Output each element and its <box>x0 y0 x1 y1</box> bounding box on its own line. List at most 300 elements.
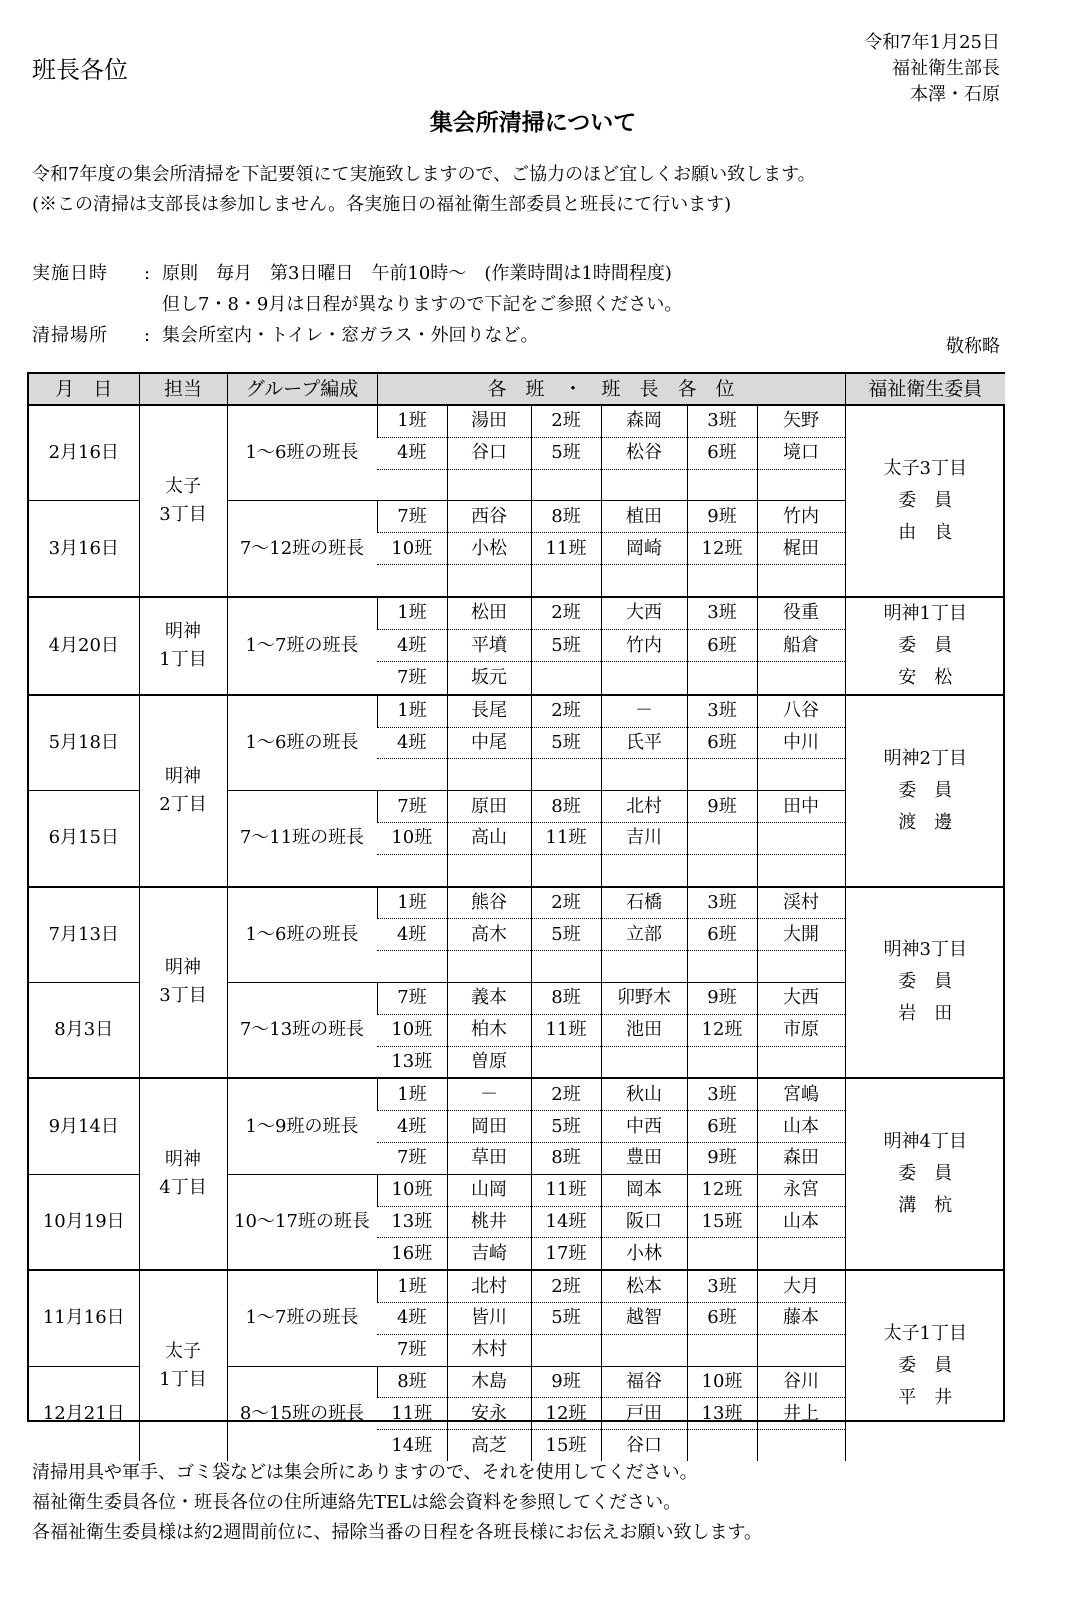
han-cell: 1班 <box>377 887 447 919</box>
leader-cell <box>447 759 531 791</box>
han-cell: 2班 <box>531 695 601 727</box>
han-cell: 12班 <box>687 1174 757 1206</box>
han-cell <box>531 1334 601 1366</box>
datetime-value: 原則 毎月 第3日曜日 午前10時～ (作業時間は1時間程度) <box>162 263 672 284</box>
table-row <box>29 887 1005 919</box>
date-cell: 9月14日 <box>29 1078 139 1174</box>
date-cell: 12月21日 <box>29 1366 139 1461</box>
date-cell: 10月19日 <box>29 1174 139 1270</box>
leader-cell: 石橋 <box>601 887 687 919</box>
leader-cell: 阪口 <box>601 1206 687 1238</box>
leader-cell: 福谷 <box>601 1366 687 1398</box>
han-cell: 10班 <box>687 1366 757 1398</box>
han-cell: 6班 <box>687 437 757 469</box>
han-cell: 11班 <box>531 1174 601 1206</box>
han-cell: 1班 <box>377 1270 447 1302</box>
han-cell: 16班 <box>377 1238 447 1270</box>
committee-line: 平 井 <box>898 1387 953 1409</box>
leader-cell: 卯野木 <box>601 982 687 1014</box>
committee-line: 溝 杭 <box>898 1195 953 1217</box>
committee-line: 委 員 <box>898 634 953 656</box>
leader-cell: 谷口 <box>447 437 531 469</box>
han-cell <box>687 854 757 886</box>
han-cell <box>687 1430 757 1461</box>
committee-line: 明神3丁目 <box>883 939 968 961</box>
dept-cell <box>139 1270 227 1461</box>
han-cell: 5班 <box>531 919 601 951</box>
header-date: 月 日 <box>29 374 139 405</box>
leader-cell: 山本 <box>757 1111 845 1143</box>
han-cell: 9班 <box>687 501 757 533</box>
han-cell: 3班 <box>687 597 757 630</box>
han-cell: 15班 <box>687 1206 757 1238</box>
leader-cell: 小林 <box>601 1238 687 1270</box>
leader-cell <box>757 1238 845 1270</box>
details-block <box>32 258 682 351</box>
dept-line: 明神 <box>165 620 201 642</box>
intro-line: 令和7年度の集会所清掃を下記要領にて実施致しますので、ご協力のほど宜しくお願い致します。 <box>32 164 816 185</box>
leader-cell: 竹内 <box>757 501 845 533</box>
leader-cell: 安永 <box>447 1398 531 1430</box>
table-header-row <box>29 374 1005 405</box>
leader-cell: 平墳 <box>447 630 531 662</box>
place-value: 集会所室内・トイレ・窓ガラス・外回りなど。 <box>162 325 539 346</box>
han-cell: 4班 <box>377 727 447 759</box>
leader-cell: 越智 <box>601 1302 687 1334</box>
table-row <box>29 1270 1005 1302</box>
group-cell: 1～7班の班長 <box>227 597 377 695</box>
leader-cell: 中西 <box>601 1111 687 1143</box>
han-cell: 3班 <box>687 887 757 919</box>
leader-cell: 宮嶋 <box>757 1078 845 1110</box>
han-cell <box>687 469 757 501</box>
leader-cell: 氏平 <box>601 727 687 759</box>
leader-cell <box>601 854 687 886</box>
han-cell: 5班 <box>531 1302 601 1334</box>
addressee: 班長各位 <box>32 56 128 84</box>
leader-cell: 熊谷 <box>447 887 531 919</box>
honorific-note: 敬称略 <box>946 336 1000 357</box>
leader-cell: 矢野 <box>757 405 845 437</box>
han-cell <box>687 1046 757 1078</box>
group-cell: 7～11班の班長 <box>227 791 377 887</box>
han-cell: 12班 <box>687 533 757 565</box>
date-cell: 8月3日 <box>29 982 139 1078</box>
colon: : <box>144 263 151 284</box>
leader-cell <box>757 759 845 791</box>
leader-cell <box>447 564 531 596</box>
han-cell <box>531 854 601 886</box>
leader-cell: 木村 <box>447 1334 531 1366</box>
leader-cell: 柏木 <box>447 1014 531 1046</box>
han-cell: 2班 <box>531 405 601 437</box>
han-cell: 6班 <box>687 1302 757 1334</box>
header-dept: 担当 <box>139 374 227 405</box>
han-cell <box>377 564 447 596</box>
committee-line: 明神2丁目 <box>883 747 968 769</box>
leader-cell <box>757 854 845 886</box>
schedule-table <box>27 372 1005 1456</box>
footer-line: 各福祉衛生委員様は約2週間前位に、掃除当番の日程を各班長様にお伝えお願い致します。 <box>32 1522 763 1543</box>
committee-cell <box>845 1270 1005 1461</box>
han-cell: 8班 <box>377 1366 447 1398</box>
leader-cell <box>757 1046 845 1078</box>
colon: : <box>144 325 151 346</box>
leader-cell: 高芝 <box>447 1430 531 1461</box>
han-cell: 7班 <box>377 1142 447 1174</box>
han-cell <box>531 759 601 791</box>
han-cell <box>531 1046 601 1078</box>
leader-cell <box>601 1334 687 1366</box>
committee-line: 委 員 <box>898 971 953 993</box>
han-cell: 8班 <box>531 982 601 1014</box>
han-cell: 7班 <box>377 501 447 533</box>
han-cell: 13班 <box>377 1206 447 1238</box>
leader-cell: 藤本 <box>757 1302 845 1334</box>
han-cell: 12班 <box>687 1014 757 1046</box>
dept-line: 明神 <box>165 765 201 787</box>
han-cell: 5班 <box>531 630 601 662</box>
han-cell: 11班 <box>531 822 601 854</box>
leader-cell: 山本 <box>757 1206 845 1238</box>
datetime-note-row <box>32 289 682 320</box>
dept-cell <box>139 887 227 1079</box>
han-cell: 13班 <box>377 1046 447 1078</box>
han-cell: 5班 <box>531 1111 601 1143</box>
leader-cell: 豊田 <box>601 1142 687 1174</box>
committee-cell <box>845 695 1005 887</box>
committee-line: 委 員 <box>898 489 953 511</box>
date-cell: 4月20日 <box>29 597 139 695</box>
leader-cell <box>757 1334 845 1366</box>
han-cell: 1班 <box>377 1078 447 1110</box>
han-cell: 11班 <box>531 533 601 565</box>
dept-line: 4丁目 <box>159 1177 207 1199</box>
committee-cell <box>845 405 1005 597</box>
committee-line: 明神1丁目 <box>883 602 968 624</box>
leader-cell: 曽原 <box>447 1046 531 1078</box>
table-row <box>29 695 1005 727</box>
leader-cell <box>447 951 531 983</box>
dept-cell <box>139 597 227 695</box>
committee-line: 太子1丁目 <box>883 1323 968 1345</box>
leader-cell: 坂元 <box>447 662 531 695</box>
han-cell <box>687 564 757 596</box>
han-cell: 1班 <box>377 597 447 630</box>
han-cell: 9班 <box>687 982 757 1014</box>
leader-cell: 木島 <box>447 1366 531 1398</box>
group-cell: 1～7班の班長 <box>227 1270 377 1366</box>
han-cell: 10班 <box>377 1174 447 1206</box>
han-cell <box>531 564 601 596</box>
han-cell: 1班 <box>377 695 447 727</box>
han-cell: 7班 <box>377 1334 447 1366</box>
leader-cell: 谷川 <box>757 1366 845 1398</box>
leader-cell: 松本 <box>601 1270 687 1302</box>
group-cell: 1～6班の班長 <box>227 887 377 983</box>
leader-cell: 中尾 <box>447 727 531 759</box>
dept-line: 1丁目 <box>159 648 207 670</box>
han-cell: 7班 <box>377 662 447 695</box>
han-cell: 2班 <box>531 1078 601 1110</box>
leader-cell: 役重 <box>757 597 845 630</box>
han-cell: 4班 <box>377 1302 447 1334</box>
han-cell <box>687 662 757 695</box>
dept-line: 太子 <box>165 1341 201 1363</box>
leader-cell <box>757 662 845 695</box>
datetime-label: 実施日時 <box>32 263 108 284</box>
han-cell: 11班 <box>531 1014 601 1046</box>
leader-cell: 皆川 <box>447 1302 531 1334</box>
place-label: 清掃場所 <box>32 325 108 346</box>
han-cell: 12班 <box>531 1398 601 1430</box>
group-cell: 7～13班の班長 <box>227 982 377 1078</box>
intro-line: (※この清掃は支部長は参加しません。各実施日の福祉衛生部委員と班長にて行います) <box>32 194 732 215</box>
dept-line: 太子 <box>165 475 201 497</box>
leader-cell: 北村 <box>447 1270 531 1302</box>
committee-line: 委 員 <box>898 779 953 801</box>
committee-cell <box>845 887 1005 1079</box>
header-group: グループ編成 <box>227 374 377 405</box>
leader-cell: 小松 <box>447 533 531 565</box>
leader-cell: 北村 <box>601 791 687 823</box>
leader-cell: 市原 <box>757 1014 845 1046</box>
han-cell: 3班 <box>687 695 757 727</box>
leader-cell: 西谷 <box>447 501 531 533</box>
leader-cell <box>447 469 531 501</box>
han-cell: 7班 <box>377 791 447 823</box>
leader-cell: － <box>601 695 687 727</box>
han-cell <box>531 469 601 501</box>
leader-cell: 大月 <box>757 1270 845 1302</box>
han-cell: 9班 <box>687 1142 757 1174</box>
leader-cell: 船倉 <box>757 630 845 662</box>
han-cell <box>687 822 757 854</box>
leader-cell <box>757 822 845 854</box>
leader-cell: 渓村 <box>757 887 845 919</box>
group-cell: 1～9班の班長 <box>227 1078 377 1174</box>
leader-cell: 大西 <box>601 597 687 630</box>
committee-line: 明神4丁目 <box>883 1131 968 1153</box>
table-row <box>29 1078 1005 1110</box>
han-cell: 6班 <box>687 727 757 759</box>
leader-cell: 岡田 <box>447 1111 531 1143</box>
footer-line: 清掃用具や軍手、ゴミ袋などは集会所にありますので、それを使用してください。 <box>32 1462 698 1483</box>
han-cell <box>531 662 601 695</box>
leader-cell: 秋山 <box>601 1078 687 1110</box>
leader-cell: 長尾 <box>447 695 531 727</box>
han-cell <box>687 1238 757 1270</box>
leader-cell: 八谷 <box>757 695 845 727</box>
sender-department: 福祉衛生部長 <box>892 58 1000 79</box>
dept-cell <box>139 695 227 887</box>
han-cell: 8班 <box>531 1142 601 1174</box>
dept-line: 3丁目 <box>159 503 207 525</box>
dept-line: 3丁目 <box>159 985 207 1007</box>
han-cell: 6班 <box>687 1111 757 1143</box>
leader-cell <box>601 564 687 596</box>
date-cell: 5月18日 <box>29 695 139 791</box>
leader-cell: 戸田 <box>601 1398 687 1430</box>
group-cell: 1～6班の班長 <box>227 405 377 501</box>
leader-cell: 大開 <box>757 919 845 951</box>
leader-cell: 松谷 <box>601 437 687 469</box>
committee-line: 岩 田 <box>898 1003 953 1025</box>
committee-line: 由 良 <box>898 521 953 543</box>
han-cell <box>687 759 757 791</box>
leader-cell <box>601 1046 687 1078</box>
leader-cell: 原田 <box>447 791 531 823</box>
header-leaders: 各 班 ・ 班 長 各 位 <box>377 374 845 405</box>
han-cell: 4班 <box>377 437 447 469</box>
leader-cell: 湯田 <box>447 405 531 437</box>
han-cell <box>377 951 447 983</box>
sender-names: 本澤・石原 <box>910 84 1000 105</box>
leader-cell: 池田 <box>601 1014 687 1046</box>
han-cell: 6班 <box>687 630 757 662</box>
leader-cell: 桃井 <box>447 1206 531 1238</box>
leader-cell: 立部 <box>601 919 687 951</box>
han-cell: 1班 <box>377 405 447 437</box>
han-cell: 7班 <box>377 982 447 1014</box>
sender-block <box>864 30 1000 108</box>
leader-cell: 松田 <box>447 597 531 630</box>
committee-line: 安 松 <box>898 666 953 688</box>
leader-cell: 境口 <box>757 437 845 469</box>
han-cell: 10班 <box>377 533 447 565</box>
leader-cell: 吉川 <box>601 822 687 854</box>
leader-cell: 植田 <box>601 501 687 533</box>
han-cell <box>531 951 601 983</box>
han-cell: 5班 <box>531 437 601 469</box>
header-committee: 福祉衛生委員 <box>845 374 1005 405</box>
leader-cell: 竹内 <box>601 630 687 662</box>
leader-cell: 吉崎 <box>447 1238 531 1270</box>
leader-cell: 中川 <box>757 727 845 759</box>
table-row <box>29 405 1005 437</box>
leader-cell: 高木 <box>447 919 531 951</box>
han-cell: 11班 <box>377 1398 447 1430</box>
leader-cell: 井上 <box>757 1398 845 1430</box>
leader-cell: 義本 <box>447 982 531 1014</box>
han-cell: 15班 <box>531 1430 601 1461</box>
committee-line: 太子3丁目 <box>883 457 968 479</box>
leader-cell: 谷口 <box>601 1430 687 1461</box>
table-row <box>29 597 1005 630</box>
han-cell: 6班 <box>687 919 757 951</box>
dept-line: 1丁目 <box>159 1369 207 1391</box>
leader-cell <box>447 854 531 886</box>
han-cell: 3班 <box>687 405 757 437</box>
committee-line: 委 員 <box>898 1163 953 1185</box>
dept-line: 明神 <box>165 1149 201 1171</box>
datetime-row <box>32 258 682 289</box>
dept-line: 明神 <box>165 957 201 979</box>
han-cell: 3班 <box>687 1270 757 1302</box>
date-cell: 2月16日 <box>48 442 119 464</box>
date-cell: 6月15日 <box>29 791 139 887</box>
han-cell <box>377 854 447 886</box>
date-cell: 11月16日 <box>29 1270 139 1366</box>
leader-cell: 梶田 <box>757 533 845 565</box>
leader-cell <box>757 469 845 501</box>
han-cell: 4班 <box>377 630 447 662</box>
han-cell: 5班 <box>531 727 601 759</box>
dept-cell <box>139 1078 227 1270</box>
han-cell: 14班 <box>531 1206 601 1238</box>
han-cell: 2班 <box>531 597 601 630</box>
han-cell: 2班 <box>531 1270 601 1302</box>
datetime-note: 但し7・8・9月は日程が異なりますので下記をご参照ください。 <box>162 294 683 315</box>
leader-cell <box>757 564 845 596</box>
leader-cell: 永宮 <box>757 1174 845 1206</box>
leader-cell <box>601 469 687 501</box>
han-cell: 17班 <box>531 1238 601 1270</box>
group-cell: 1～6班の班長 <box>227 695 377 791</box>
han-cell: 9班 <box>531 1366 601 1398</box>
leader-cell: 森岡 <box>601 405 687 437</box>
han-cell: 3班 <box>687 1078 757 1110</box>
date-cell: 7月13日 <box>29 887 139 983</box>
leader-cell: 岡崎 <box>601 533 687 565</box>
han-cell: 2班 <box>531 887 601 919</box>
group-cell: 10～17班の班長 <box>227 1174 377 1270</box>
han-cell <box>687 1334 757 1366</box>
group-cell: 7～12班の班長 <box>227 501 377 597</box>
han-cell: 10班 <box>377 1014 447 1046</box>
han-cell: 8班 <box>531 791 601 823</box>
leader-cell <box>601 662 687 695</box>
dept-cell <box>139 405 227 597</box>
leader-cell: 高山 <box>447 822 531 854</box>
leader-cell: 岡本 <box>601 1174 687 1206</box>
han-cell: 4班 <box>377 919 447 951</box>
leader-cell: － <box>447 1078 531 1110</box>
leader-cell: 山岡 <box>447 1174 531 1206</box>
han-cell <box>377 469 447 501</box>
issue-date: 令和7年1月25日 <box>864 32 1000 53</box>
leader-cell: 田中 <box>757 791 845 823</box>
han-cell: 10班 <box>377 822 447 854</box>
han-cell: 14班 <box>377 1430 447 1461</box>
footer-line: 福祉衛生委員各位・班長各位の住所連絡先TELは総会資料を参照してください。 <box>32 1492 682 1513</box>
leader-cell: 大西 <box>757 982 845 1014</box>
han-cell: 13班 <box>687 1398 757 1430</box>
dept-line: 2丁目 <box>159 793 207 815</box>
committee-line: 委 員 <box>898 1355 953 1377</box>
place-row <box>32 320 682 351</box>
footer-notes <box>32 1458 762 1548</box>
han-cell <box>377 759 447 791</box>
document-title: 集会所清掃について <box>429 110 637 136</box>
committee-cell <box>845 1078 1005 1270</box>
leader-cell: 草田 <box>447 1142 531 1174</box>
han-cell: 8班 <box>531 501 601 533</box>
committee-line: 渡 邊 <box>898 811 953 833</box>
group-cell: 8～15班の班長 <box>227 1366 377 1461</box>
leader-cell <box>757 1430 845 1461</box>
han-cell: 4班 <box>377 1111 447 1143</box>
committee-cell <box>845 597 1005 695</box>
han-cell <box>687 951 757 983</box>
leader-cell <box>601 759 687 791</box>
leader-cell <box>601 951 687 983</box>
date-cell: 3月16日 <box>29 501 139 597</box>
leader-cell: 森田 <box>757 1142 845 1174</box>
leader-cell <box>757 951 845 983</box>
han-cell: 9班 <box>687 791 757 823</box>
intro-text <box>32 160 816 220</box>
